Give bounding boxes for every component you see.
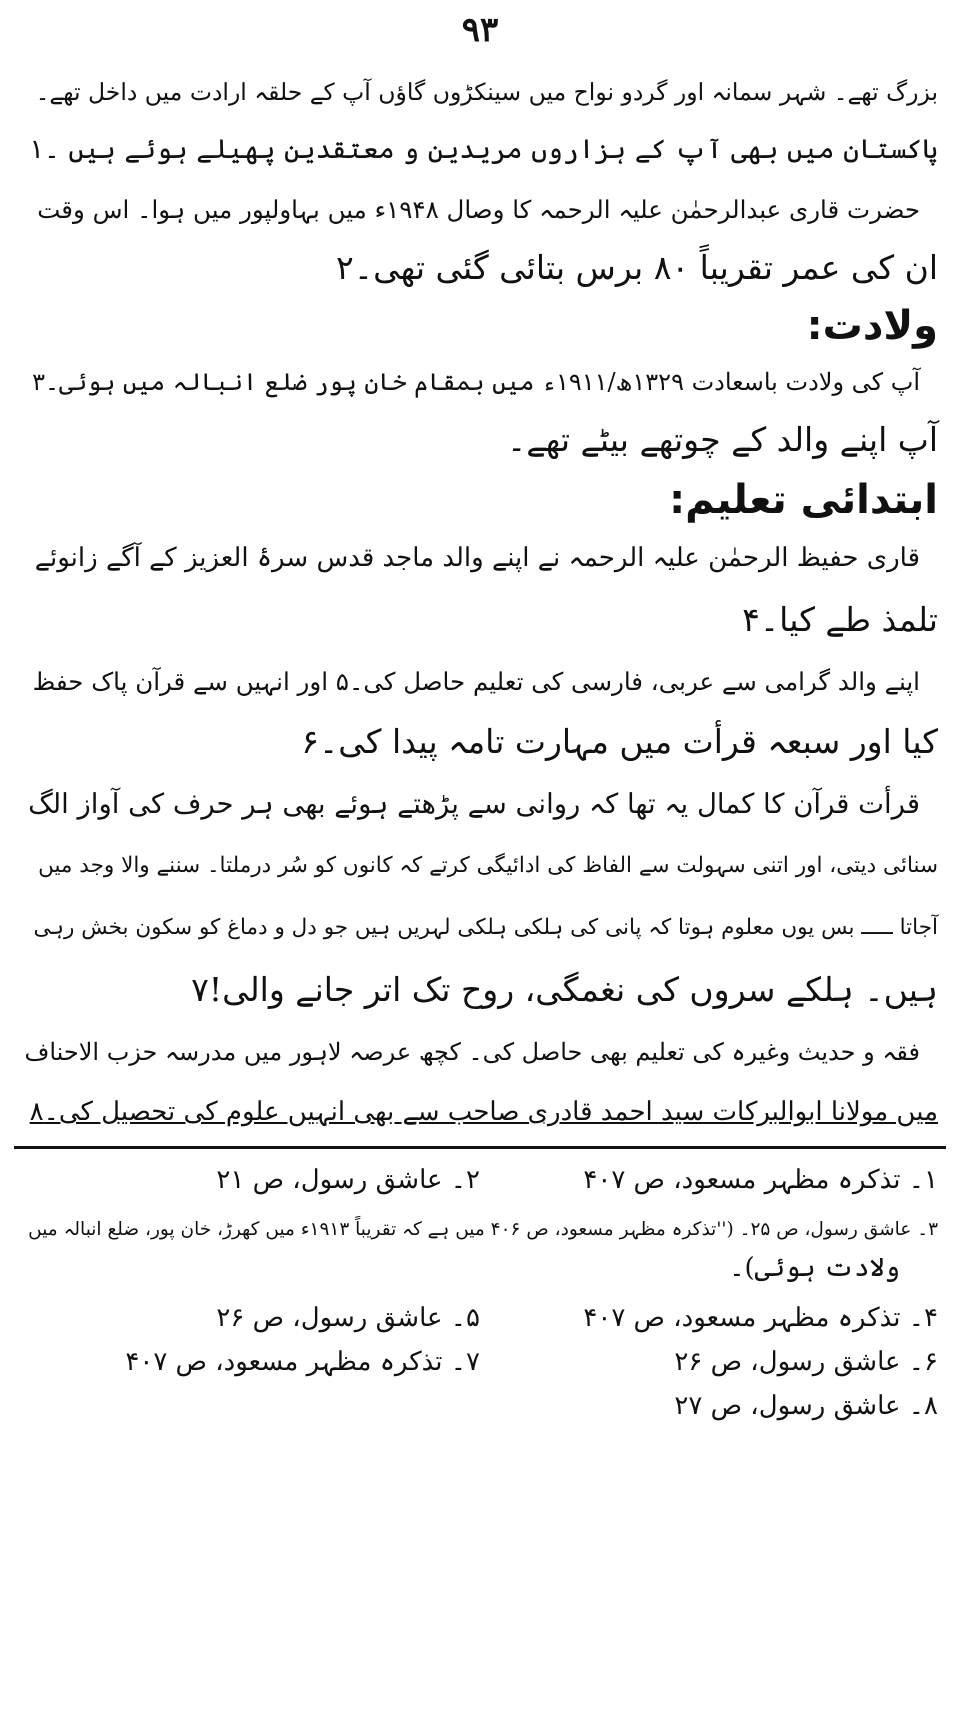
text-line: فقہ و حدیث وغیرہ کی تعلیم بھی حاصل کی۔ کچھ عرصہ لاہور میں مدرسہ حزب الاحناف	[24, 1038, 920, 1066]
text-line: میں مولانا ابوالبرکات سید احمد قادری صاحب سے بھی انہیں علوم کی تحصیل کی۔۸	[29, 1097, 938, 1127]
footnote: ۶۔ عاشق رسول، ص ۲۶	[674, 1347, 938, 1377]
text-line: تلمذ طے کیا۔۴	[742, 600, 938, 639]
text-line: قرأت قرآن کا کمال یہ تھا کہ روانی سے پڑھتے ہوئے بھی ہر حرف کی آواز الگ	[28, 788, 920, 820]
footnote-divider	[14, 1146, 946, 1149]
footnote: ۱۔ تذکرہ مظہر مسعود، ص ۴۰۷	[583, 1165, 938, 1195]
page-number: ۹۳	[461, 10, 499, 50]
heading-birth: ولادت:	[806, 303, 938, 349]
text-line: سنائی دیتی، اور اتنی سہولت سے الفاظ کی ادائیگی کرتے کہ کانوں کو سُر درملتا۔ سننے والا وجد میں	[38, 853, 938, 878]
text-line: آپ کی ولادت باسعادت ۱۳۲۹ھ/۱۹۱۱ء میں بمقام خان پور ضلع انبالہ میں ہوئی۔۳	[32, 368, 920, 396]
text-line: حضرت قاری عبدالرحمٰن علیہ الرحمہ کا وصال ۱۹۴۸ء میں بہاولپور میں ہوا۔ اس وقت	[37, 195, 920, 224]
text-line: کیا اور سبعہ قرأت میں مہارت تامہ پیدا کی۔۶	[301, 722, 938, 761]
footnote: ولادت ہوئی)۔	[729, 1253, 900, 1283]
footnote: ۲۔ عاشق رسول، ص ۲۱	[216, 1165, 480, 1195]
footnote: ۸۔ عاشق رسول، ص ۲۷	[674, 1391, 938, 1421]
text-line: ان کی عمر تقریباً ۸۰ برس بتائی گئی تھی۔۲	[336, 248, 938, 287]
text-line: ہیں۔ ہلکے سروں کی نغمگی، روح تک اتر جانے والی!۷	[191, 970, 938, 1009]
text-line: بزرگ تھے۔ شہر سمانہ اور گردو نواح میں سینکڑوں گاؤں آپ کے حلقہ ارادت میں داخل تھے۔	[35, 78, 938, 106]
heading-early-education: ابتدائی تعلیم:	[669, 477, 938, 523]
footnote: ۵۔ عاشق رسول، ص ۲۶	[216, 1303, 480, 1333]
text-line: آجاتا ـــــ بس یوں معلوم ہوتا کہ پانی کی ہلکی ہلکی لہریں ہیں جو دل و دماغ کو سکون بخش رہی	[33, 915, 938, 940]
text-line: قاری حفیظ الرحمٰن علیہ الرحمہ نے اپنے والد ماجد قدس سرۂ العزیز کے آگے زانوئے	[34, 543, 920, 573]
footnote: ۳۔ عاشق رسول، ص ۲۵۔ (''تذکرہ مظہر مسعود، ص ۴۰۶ میں ہے کہ تقریباً ۱۹۱۳ء میں کھرڑ، خان پور، ضلع انبالہ میں	[28, 1219, 938, 1240]
text-line: پاکستان میں بھی آپ کے ہزاروں مریدین و معتقدین پھیلے ہوئے ہیں ۔۱	[29, 134, 938, 165]
footnote: ۴۔ تذکرہ مظہر مسعود، ص ۴۰۷	[583, 1303, 938, 1333]
text-line: آپ اپنے والد کے چوتھے بیٹے تھے۔	[506, 420, 938, 459]
footnote: ۷۔ تذکرہ مظہر مسعود، ص ۴۰۷	[125, 1347, 480, 1377]
text-line: اپنے والد گرامی سے عربی، فارسی کی تعلیم حاصل کی۔۵ اور انہیں سے قرآن پاک حفظ	[32, 667, 920, 696]
